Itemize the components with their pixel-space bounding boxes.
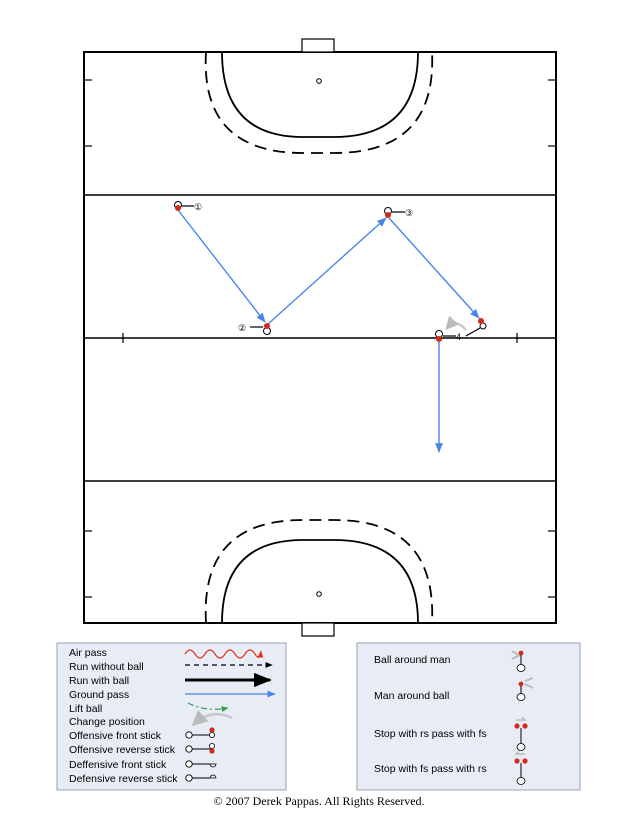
ball — [478, 318, 484, 324]
player-4-end — [436, 331, 457, 343]
ball — [385, 212, 391, 218]
pass-1-to-2 — [178, 210, 265, 322]
legend-label-run-without-ball: Run without ball — [69, 661, 144, 673]
player-number: ① — [194, 202, 203, 212]
ball — [264, 323, 270, 329]
legend-label-ball-around-man: Ball around man — [374, 654, 451, 666]
bottom-dashed-circle — [206, 520, 433, 623]
legend-label-stop-fs-pass-rs: Stop with fs pass with rs — [374, 763, 487, 775]
legend-label-ground-pass: Ground pass — [69, 689, 130, 701]
ball — [436, 336, 442, 342]
legend-label-defensive-front-stick: Deffensive front stick — [69, 759, 167, 771]
top-shooting-circle — [222, 52, 418, 137]
bottom-goal — [302, 623, 334, 636]
top-goal — [302, 39, 334, 52]
legend-label-defensive-reverse-stick: Defensive reverse stick — [69, 773, 178, 785]
player-2 — [238, 323, 271, 335]
legend-label-run-with-ball: Run with ball — [69, 675, 130, 687]
player-3 — [385, 208, 414, 219]
legend-label-offensive-front-stick: Offensive front stick — [69, 730, 162, 742]
pass-2-to-3 — [268, 218, 386, 324]
legend-label-lift-ball: Lift ball — [69, 703, 103, 715]
legend-label-change-position: Change position — [69, 716, 145, 728]
legend-label-stop-rs-pass-fs: Stop with rs pass with fs — [374, 728, 487, 740]
player-1 — [175, 202, 203, 213]
legend-left — [57, 643, 286, 790]
legend-label-man-around-ball: Man around ball — [374, 690, 450, 702]
change-position-arrow — [447, 323, 466, 330]
legend-label-offensive-reverse-stick: Offensive reverse stick — [69, 744, 176, 756]
legend-label-air-pass: Air pass — [69, 647, 107, 659]
ground-passes — [178, 210, 479, 452]
pass-3-to-4 — [389, 218, 479, 318]
player-number: ③ — [405, 208, 414, 218]
ball — [175, 205, 181, 211]
bottom-penalty-spot — [317, 592, 322, 597]
legend-right — [357, 643, 580, 790]
copyright-notice: © 2007 Derek Pappas. All Rights Reserved. — [213, 794, 425, 808]
bottom-shooting-circle — [222, 540, 418, 623]
player-number: 4 — [456, 332, 462, 342]
hockey-field — [84, 39, 556, 636]
player-number: ② — [238, 323, 247, 333]
top-penalty-spot — [317, 79, 322, 84]
